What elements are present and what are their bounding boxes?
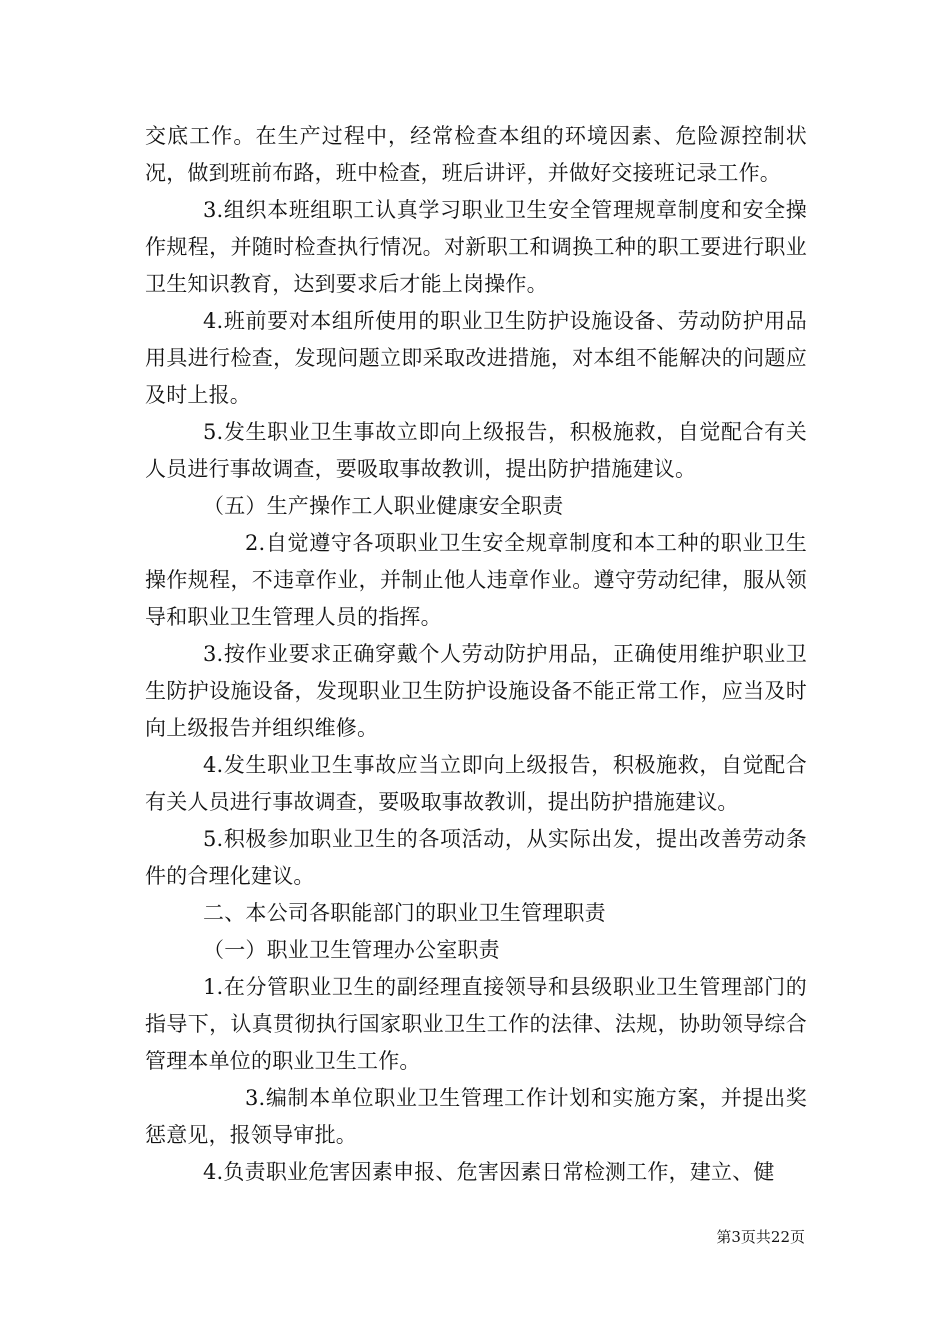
section-heading-5: （五）生产操作工人职业健康安全职责 xyxy=(203,494,564,518)
paragraph-14: 4.负责职业危害因素申报、危害因素日常检测工作，建立、健 xyxy=(203,1160,775,1184)
paragraph-2: 3.组织本班组职工认真学习职业卫生安全管理规章制度和安全操作规程，并随时检查执行情况。对新职工和调换工种的职工要进行职业卫生知识教育，达到要求后才能上岗操作。 xyxy=(145,198,807,296)
paragraph-1: 交底工作。在生产过程中，经常检查本组的环境因素、危险源控制状况，做到班前布路，班中检查，班后讲评，并做好交接班记录工作。 xyxy=(145,124,807,185)
page-number: 第3页共22页 xyxy=(716,1228,805,1246)
document-body xyxy=(145,118,807,1191)
section-heading-1: （一）职业卫生管理办公室职责 xyxy=(203,938,500,962)
paragraph-6: 2.自觉遵守各项职业卫生安全规章制度和本工种的职业卫生操作规程，不违章作业，并制止他人违章作业。遵守劳动纪律，服从领导和职业卫生管理人员的指挥。 xyxy=(145,531,807,629)
paragraph-13: 3.编制本单位职业卫生管理工作计划和实施方案，并提出奖惩意见，报领导审批。 xyxy=(145,1086,807,1147)
paragraph-12: 1.在分管职业卫生的副经理直接领导和县级职业卫生管理部门的指导下，认真贯彻执行国家职业卫生工作的法律、法规，协助领导综合管理本单位的职业卫生工作。 xyxy=(145,975,807,1073)
paragraph-9: 5.积极参加职业卫生的各项活动，从实际出发，提出改善劳动条件的合理化建议。 xyxy=(145,827,807,888)
paragraph-8: 4.发生职业卫生事故应当立即向上级报告，积极施救，自觉配合有关人员进行事故调查，要吸取事故教训，提出防护措施建议。 xyxy=(145,753,807,814)
paragraph-3: 4.班前要对本组所使用的职业卫生防护设施设备、劳动防护用品用具进行检查，发现问题立即采取改进措施，对本组不能解决的问题应及时上报。 xyxy=(145,309,807,407)
paragraph-7: 3.按作业要求正确穿戴个人劳动防护用品，正确使用维护职业卫生防护设施设备，发现职业卫生防护设施设备不能正常工作，应当及时向上级报告并组织维修。 xyxy=(145,642,807,740)
paragraph-4: 5.发生职业卫生事故立即向上级报告，积极施救，自觉配合有关人员进行事故调查，要吸取事故教训，提出防护措施建议。 xyxy=(145,420,807,481)
section-heading-2: 二、本公司各职能部门的职业卫生管理职责 xyxy=(203,901,606,925)
